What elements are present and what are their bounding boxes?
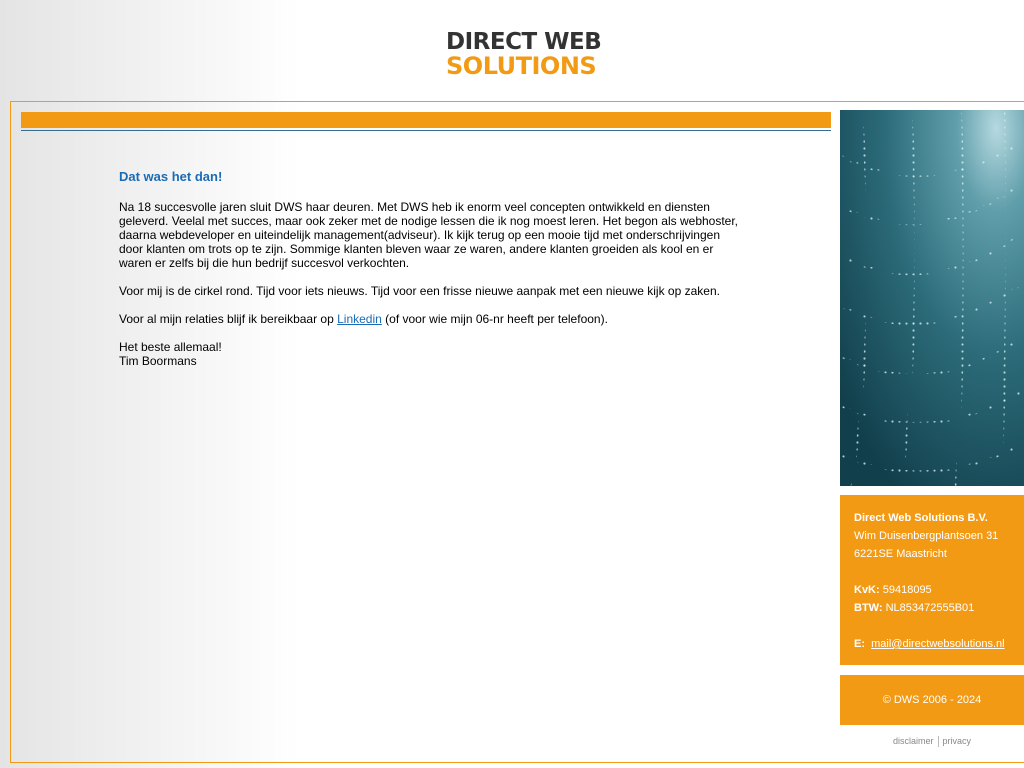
disclaimer-link[interactable]: disclaimer: [892, 736, 934, 746]
footer-separator: [938, 736, 939, 747]
copyright-box: [840, 675, 1024, 725]
copyright-text: © DWS 2006 - 2024: [882, 694, 982, 706]
linkedin-link[interactable]: Linkedin: [337, 312, 382, 326]
city-address: 6221SE Maastricht: [854, 548, 947, 560]
contact-paragraph: [119, 312, 739, 326]
btw-value: NL853472555B01: [885, 602, 975, 614]
logo[interactable]: [446, 29, 602, 80]
page-title: Dat was het dan!: [119, 169, 223, 184]
contact-text-before: Voor al mijn relaties blijf ik bereikbaar op: [119, 312, 338, 326]
email-label: E:: [854, 638, 865, 650]
logo-line1: DIRECT WEB: [446, 29, 602, 55]
kvk-value: 59418095: [882, 584, 932, 596]
closing-line: Het beste allemaal!: [119, 340, 222, 354]
main-content: [119, 169, 739, 368]
logo-line2: SOLUTIONS: [446, 52, 597, 80]
contact-box: [840, 495, 1024, 665]
spiderweb-photo: [840, 110, 1024, 486]
contact-text-after: (of voor wie mijn 06-nr heeft per telefoon).: [381, 312, 608, 326]
intro-paragraph: Na 18 succesvolle jaren sluit DWS haar deuren. Met DWS heb ik enorm veel concepten ontwikkeld en diensten geleverd. Veelal met succes, maar ook zeker met de nodige lessen die ik nog moest leren. Het begon als webhoster, daarna webdeveloper en uiteindelijk management(adviseur). Ik kijk terug op een mooie tijd met onderschrijvingen door klanten om trots op te zijn. Sommige klanten bleven waar ze waren, andere klanten groeiden als kool en er waren er zelfs bij die hun bedrijf succesvol verkochten.: [119, 200, 739, 270]
company-name: Direct Web Solutions B.V.: [854, 512, 988, 524]
btw-label: BTW:: [854, 602, 883, 614]
header-divider: [21, 130, 831, 131]
kvk-label: KvK:: [854, 584, 880, 596]
signature: Tim Boormans: [119, 354, 197, 368]
footer-links: [840, 736, 1024, 747]
header-bar: [21, 112, 831, 128]
street-address: Wim Duisenbergplantsoen 31: [854, 530, 999, 542]
email-link[interactable]: mail@directwebsolutions.nl: [871, 638, 1005, 650]
next-step-paragraph: Voor mij is de cirkel rond. Tijd voor iets nieuws. Tijd voor een frisse nieuwe aanpak met een nieuwe kijk op zaken.: [119, 284, 720, 298]
privacy-link[interactable]: privacy: [942, 736, 972, 746]
